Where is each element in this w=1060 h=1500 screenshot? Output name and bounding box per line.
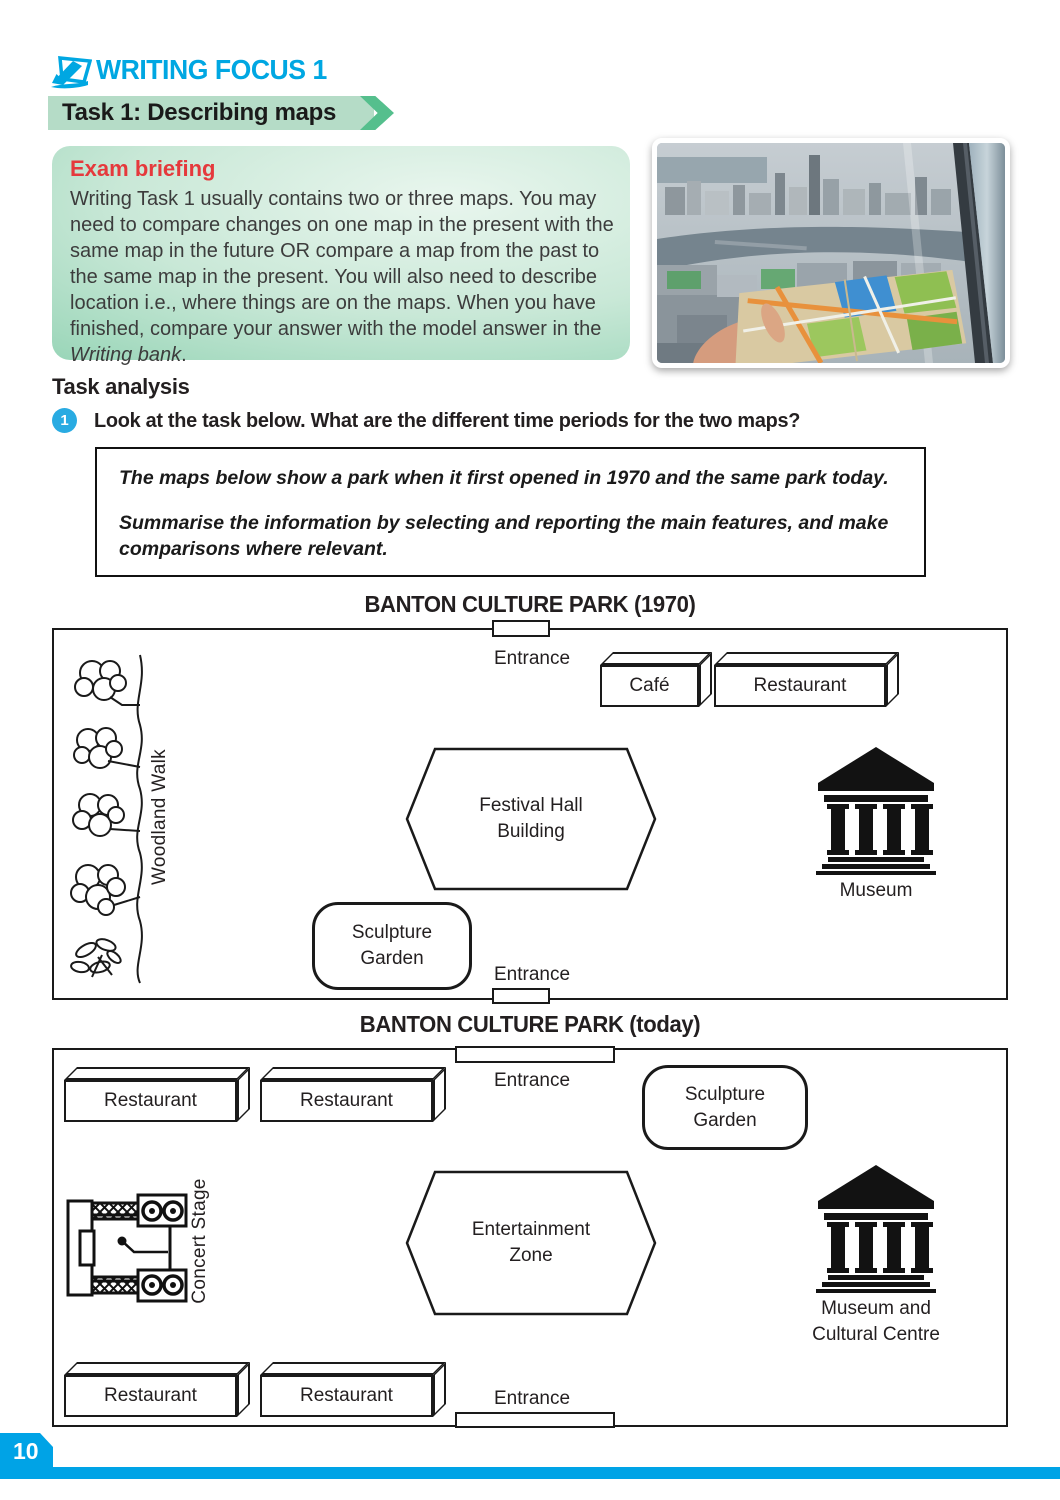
sculpture-garden <box>642 1065 808 1150</box>
restaurant-label: Restaurant <box>714 665 886 707</box>
restaurant-label: Restaurant <box>260 1080 433 1122</box>
photo-illustration <box>657 143 1005 363</box>
restaurant-label: Restaurant <box>260 1375 433 1417</box>
map-today-title: BANTON CULTURE PARK (today) <box>359 1011 701 1037</box>
footer-bar <box>0 1467 1060 1479</box>
entrance-top-marker <box>455 1046 615 1063</box>
entertainment-zone-label <box>405 1170 657 1316</box>
entrance-top-label: Entrance <box>493 648 571 669</box>
restaurant-building-top-right <box>260 1067 446 1122</box>
entrance-top-label: Entrance <box>493 1070 571 1091</box>
entrance-bottom-marker <box>455 1412 615 1428</box>
entrance-bottom-marker <box>492 988 550 1004</box>
entrance-top-marker <box>492 620 550 637</box>
museum-label-line2: Cultural Centre <box>812 1324 940 1345</box>
concert-stage-label: Concert Stage <box>189 1178 210 1304</box>
page-number: 10 <box>13 1438 39 1464</box>
task-analysis-heading: Task analysis <box>52 374 190 399</box>
exam-briefing-text: Writing Task 1 usually contains two or three maps. You may need to compare changes on one map in the present with the same map in the future OR compare a map from the past to the same map in the present. You will also need to describe location i.e., where things are on the maps. When you have finished, compare your answer with the model answer in the <box>70 188 614 340</box>
woodland-walk-label: Woodland Walk <box>149 749 170 885</box>
restaurant-building-top-left <box>64 1067 250 1122</box>
cafe-label: Café <box>600 665 699 707</box>
sculpture-garden <box>312 902 472 990</box>
festival-hall-line2: Building <box>497 821 565 842</box>
task-paragraph-2: Summarise the information by selecting and reporting the main features, and make comparisons where relevant. <box>119 512 889 560</box>
map-1970 <box>52 628 1008 1000</box>
map-1970-title: BANTON CULTURE PARK (1970) <box>364 591 696 617</box>
festival-hall-label <box>405 747 657 891</box>
sculpture-garden-line1: Sculpture <box>351 922 433 943</box>
exam-task-box <box>95 447 926 577</box>
restaurant-label: Restaurant <box>64 1375 237 1417</box>
woodland-trees-icon <box>62 645 150 990</box>
sculpture-garden-line1: Sculpture <box>684 1083 766 1105</box>
restaurant-building <box>714 652 899 707</box>
sculpture-garden-line2: Garden <box>360 948 424 969</box>
exam-briefing-body <box>70 186 615 368</box>
museum-label: Museum <box>839 880 913 901</box>
page-title: WRITING FOCUS 1 <box>96 54 327 85</box>
museum-cultural-centre-label <box>776 1296 976 1348</box>
exam-briefing-title: Exam briefing <box>70 156 216 181</box>
museum-label-line1: Museum and <box>821 1298 931 1319</box>
entrance-bottom-label: Entrance <box>493 1388 571 1409</box>
task-banner: Task 1: Describing maps <box>48 96 374 130</box>
museum-icon <box>812 1163 940 1293</box>
entertainment-zone-line2: Zone <box>509 1245 553 1266</box>
task-paragraph-1: The maps below show a park when it first opened in 1970 and the same park today. <box>119 467 889 489</box>
entrance-bottom-label: Entrance <box>493 964 571 985</box>
entertainment-zone-line1: Entertainment <box>471 1219 591 1240</box>
exam-briefing-box <box>52 146 630 366</box>
concert-stage-icon <box>64 1185 192 1311</box>
pen-icon <box>50 52 92 90</box>
festival-hall-line1: Festival Hall <box>479 795 583 816</box>
restaurant-building-bottom-left <box>64 1362 250 1417</box>
question-number-badge: 1 <box>52 408 77 433</box>
map-today <box>52 1048 1008 1427</box>
exam-briefing-suffix: . <box>181 344 187 366</box>
city-map-photo <box>652 138 1010 368</box>
restaurant-label: Restaurant <box>64 1080 237 1122</box>
exam-briefing-italic: Writing bank <box>70 344 182 366</box>
question-text: Look at the task below. What are the different time periods for the two maps? <box>94 409 801 432</box>
restaurant-building-bottom-right <box>260 1362 446 1417</box>
museum-icon <box>812 745 940 875</box>
cafe-building <box>600 652 712 707</box>
sculpture-garden-line2: Garden <box>693 1109 757 1131</box>
